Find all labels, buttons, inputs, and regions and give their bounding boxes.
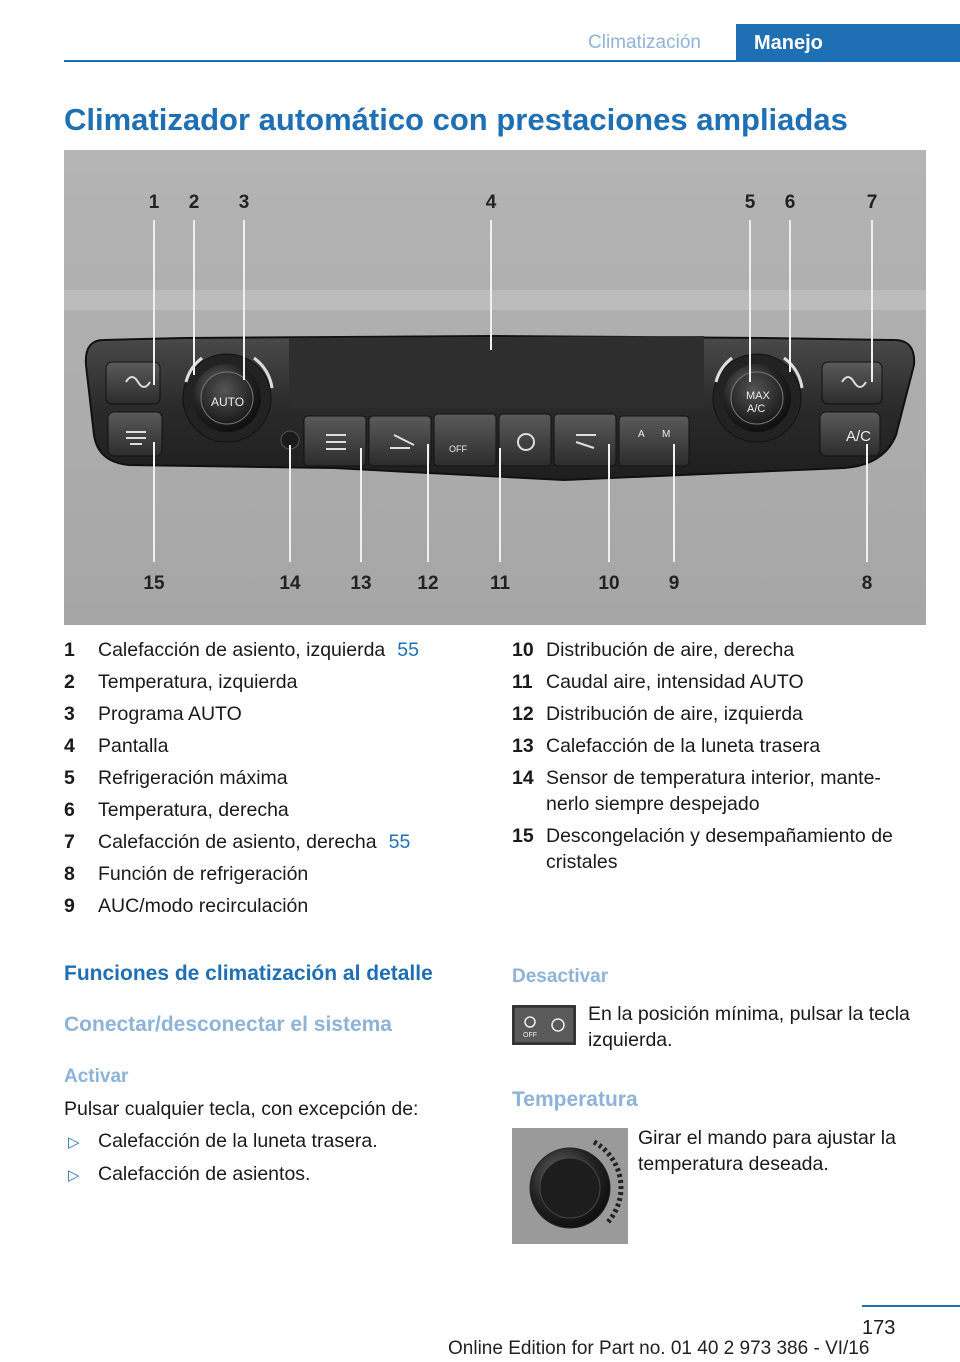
max-ac-label: A/C — [747, 403, 766, 415]
section-heading: Funciones de climatización al detalle — [64, 962, 433, 985]
legend-item: 7 Calefacción de asiento, derecha 55 — [64, 831, 411, 853]
legend-item: 2 Temperatura, izquierda — [64, 671, 298, 693]
callout-1: 1 — [148, 192, 160, 213]
triangle-bullet-icon: ▷ — [68, 1134, 80, 1151]
legend-item: 8 Función de refrigeración — [64, 863, 309, 885]
off-label: OFF — [449, 444, 467, 454]
legend-item: 14 Sensor de temperatura interior, mante‐nerlo siempre despejado — [512, 767, 881, 815]
callout-3: 3 — [238, 192, 250, 213]
header-section: Climatización — [588, 32, 701, 53]
activar-body: Pulsar cualquier tecla, con excepción de: — [64, 1098, 419, 1120]
legend-item: 6 Temperatura, derecha — [64, 799, 289, 821]
legend-item: 11 Caudal aire, intensidad AUTO — [512, 671, 804, 693]
desactivar-body: En la posición mínima, pulsar la tecla izquierda. — [588, 1003, 910, 1051]
legend-item: 13 Calefacción de la luneta trasera — [512, 735, 821, 757]
page-number: 173 — [862, 1317, 896, 1339]
m-label: M — [662, 429, 671, 440]
legend-right — [512, 634, 912, 878]
footer-rule — [862, 1305, 960, 1307]
temperatura-body: Girar el mando para ajustar la temperatura deseada. — [638, 1127, 896, 1175]
page-reference-link[interactable]: 55 — [397, 639, 419, 661]
activar-heading: Activar — [64, 1066, 129, 1087]
legend-left — [64, 634, 484, 922]
legend-item: 4 Pantalla — [64, 735, 169, 757]
callout-15: 15 — [143, 573, 165, 594]
callout-10: 10 — [598, 573, 620, 594]
callout-4: 4 — [485, 192, 497, 213]
temperatura-heading: Temperatura — [512, 1088, 638, 1111]
legend-item: 1 Calefacción de asiento, izquierda 55 — [64, 639, 419, 661]
legend-item: 3 Programa AUTO — [64, 703, 242, 725]
callout-14: 14 — [279, 573, 301, 594]
legend-item: 5 Refrigeración máxima — [64, 767, 288, 789]
callout-7: 7 — [866, 192, 878, 213]
header-tab: Manejo — [736, 24, 960, 62]
legend-item: 12 Distribución de aire, izquierda — [512, 703, 803, 725]
max-label: MAX — [746, 390, 770, 402]
callout-8: 8 — [861, 573, 873, 594]
callout-12: 12 — [417, 573, 439, 594]
footer-text: Online Edition for Part no. 01 40 2 973 386 - VI/16 — [448, 1338, 870, 1359]
a-label: A — [638, 429, 645, 440]
auto-label: AUTO — [211, 395, 245, 409]
callout-2: 2 — [188, 192, 200, 213]
triangle-bullet-icon: ▷ — [68, 1167, 80, 1184]
legend-item: 15 Descongelación y desempañamiento de cristales — [512, 825, 893, 873]
fan-off-button-icon — [512, 1005, 576, 1045]
page-title: Climatizador automático con prestaciones ampliadas — [64, 102, 848, 137]
legend-item: 9 AUC/modo recirculación — [64, 895, 309, 917]
ac-button-label: A/C — [846, 428, 872, 445]
callout-5: 5 — [744, 192, 756, 213]
subsection-heading: Conectar/desconectar el sistema — [64, 1013, 392, 1036]
callout-13: 13 — [350, 573, 372, 594]
page-reference-link[interactable]: 55 — [388, 831, 411, 853]
desactivar-heading: Desactivar — [512, 966, 609, 987]
callout-6: 6 — [784, 192, 796, 213]
callout-11: 11 — [489, 573, 511, 594]
off-icon-label: OFF — [523, 1032, 537, 1039]
legend-item: 10 Distribución de aire, derecha — [512, 639, 795, 661]
climate-panel-figure — [64, 150, 926, 625]
callout-9: 9 — [668, 573, 680, 594]
temperature-knob-icon — [512, 1128, 628, 1244]
header-rule — [64, 60, 960, 62]
